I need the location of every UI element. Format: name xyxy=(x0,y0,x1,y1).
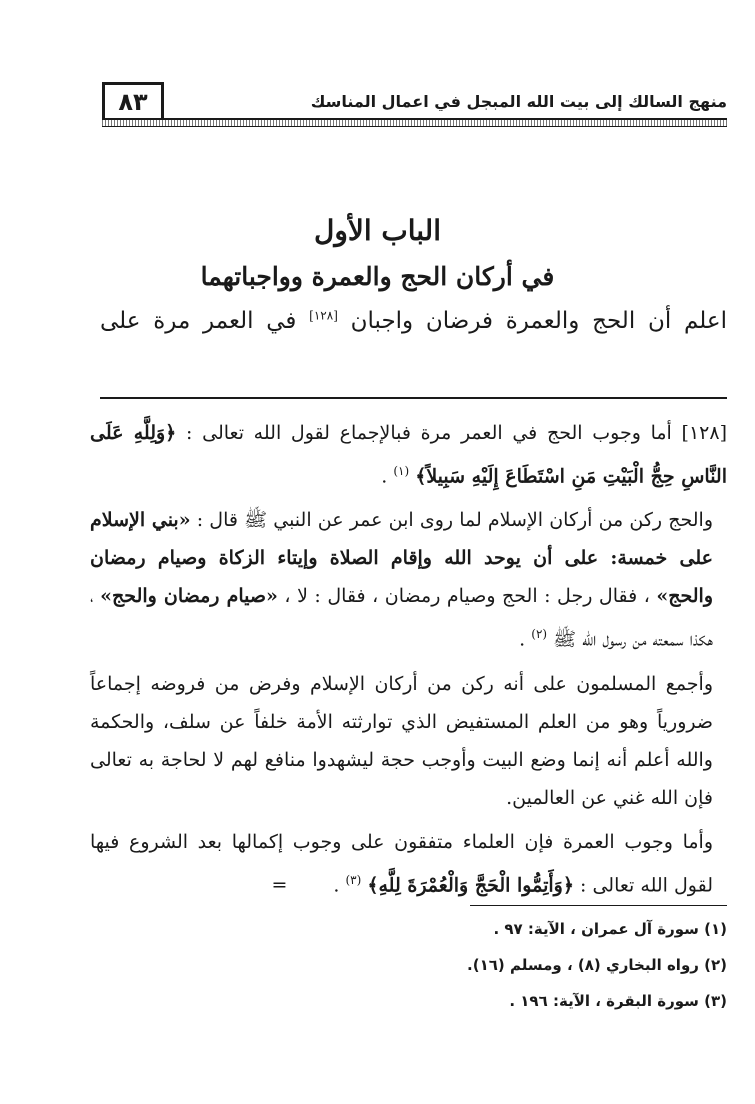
note-paragraph-3: وأجمع المسلمون على أنه ركن من أركان الإسلام وفرض من فروضه إجماعاً ضرورياً وهو من العلم المستفيض الذي توارثته الأمة خلفاً عن سلف، والحكمة والله أعلم أنه إنما وضع البيت وأوجب حجة ليشهدوا منافع لهم لا لحاجة به تعالى فإن الله غني عن العالمين. xyxy=(90,672,713,809)
commentary-note xyxy=(90,414,727,910)
note-paragraph-2: والحج ركن من أركان الإسلام لما روى ابن عمر عن النبي ﷺ قال : «بني الإسلام على خمسة: على أن يوحد الله وإقام الصلاة وإيتاء الزكاة وصيام رمضان والحج» ، فقال رجل : الحج وصيام رمضان ، فقال : لا ، «صيام رمضان والحج» ، هكذا سمعته من رسول الله ﷺ $^{(٢)}$ . xyxy=(90,509,714,651)
note-separator xyxy=(100,397,727,399)
chapter-title: الباب الأول xyxy=(313,214,441,247)
continuation-mark: = xyxy=(271,873,288,896)
footnote-ref-3: (٣) xyxy=(345,872,362,887)
body-text xyxy=(100,308,727,334)
note-text: وأما وجوب العمرة فإن العلماء متفقون على وجوب إكمالها بعد الشروع فيها لقول الله تعالى : xyxy=(90,830,713,896)
running-title: منهج السالك إلى بيت الله المبجل في اعمال المناسك xyxy=(310,92,727,111)
footnote-rule xyxy=(470,905,727,906)
hadith-text: «بني الإسلام على خمسة: على أن يوحد الله وإقام الصلاة وإيتاء الزكاة وصيام رمضان والحج» xyxy=(90,509,714,608)
note-paragraph-1: [١٢٨] أما وجوب الحج في العمر مرة فبالإجماع لقول الله تعالى : ﴿وَلِلَّهِ عَلَى النَّاسِ حِجُّ الْبَيْتِ مَنِ اسْتَطَاعَ إِلَيْهِ سَبِيلاً﴾ $^{(١)}$ . xyxy=(90,422,727,488)
note-reference: [١٢٨] xyxy=(309,308,338,323)
footnote-ref-2: (٢) xyxy=(531,627,548,642)
quran-verse: ﴿وَلِلَّهِ عَلَى النَّاسِ حِجُّ الْبَيْتِ مَنِ اسْتَطَاعَ إِلَيْهِ سَبِيلاً﴾ xyxy=(90,422,727,488)
footnote-3: (٣) سورة البقرة ، الآية: ١٩٦ . xyxy=(509,992,727,1010)
footnote-ref-1: (١) xyxy=(393,464,410,478)
chapter-subtitle: في أركان الحج والعمرة وواجباتهما xyxy=(200,262,555,291)
note-text: والحج ركن من أركان الإسلام لما روى ابن عمر عن النبي ﷺ قال : xyxy=(196,509,713,532)
footnote-2: (٢) رواه البخاري (٨) ، ومسلم (١٦). xyxy=(467,956,727,974)
note-text: أما وجوب الحج في العمر مرة فبالإجماع لقول الله تعالى : xyxy=(186,422,672,444)
hadith-text: «صيام رمضان والحج» xyxy=(100,585,278,608)
footnote-1: (١) سورة آل عمران ، الآية: ٩٧ . xyxy=(493,920,727,938)
note-number: [١٢٨] xyxy=(681,422,727,444)
note-text: ، هكذا سمعته من رسول الله ﷺ xyxy=(90,585,713,651)
footnotes xyxy=(300,916,727,1024)
note-text: ، فقال رجل : الحج وصيام رمضان ، فقال : لا ، xyxy=(284,585,650,608)
body-text-start: اعلم أن الحج والعمرة فرضان واجبان xyxy=(350,308,727,334)
header-rule xyxy=(102,118,727,127)
note-paragraph-4: وأما وجوب العمرة فإن العلماء متفقون على وجوب إكمالها بعد الشروع فيها لقول الله تعالى : ﴿وَأَتِمُّوا الْحَجَّ وَالْعُمْرَةَ لِلَّهِ﴾ $^{(٣)}$ . = xyxy=(90,823,727,904)
quran-verse: ﴿وَأَتِمُّوا الْحَجَّ وَالْعُمْرَةَ لِلَّهِ﴾ xyxy=(367,873,574,896)
page-number: ٨٣ xyxy=(102,82,164,122)
body-text-end: في العمر مرة على xyxy=(100,308,297,334)
